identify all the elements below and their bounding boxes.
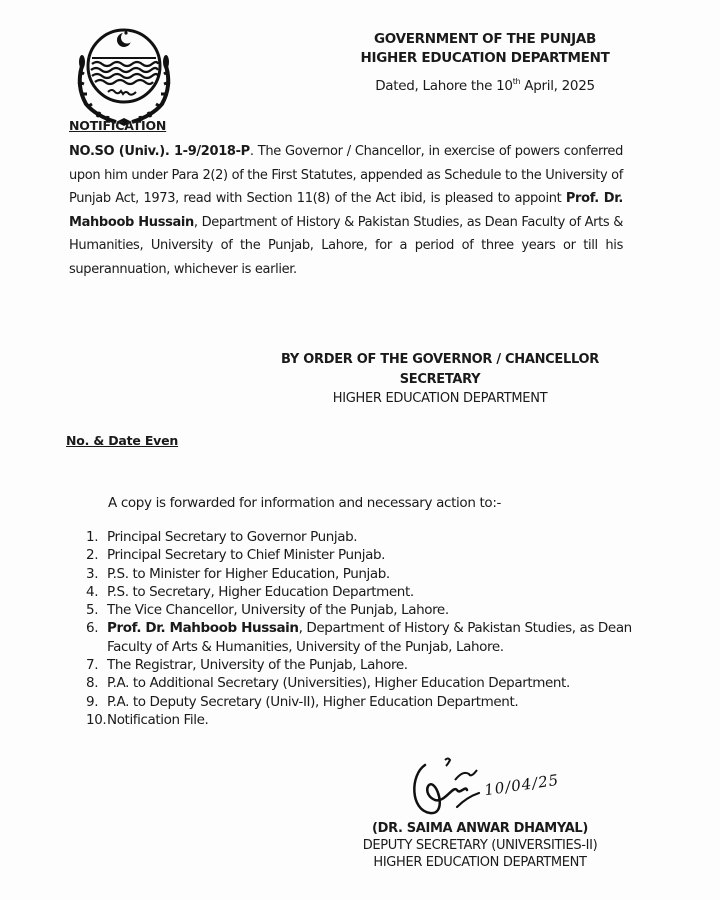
endorsement-heading: No. & Date Even	[66, 433, 179, 448]
department-title: HIGHER EDUCATION DEPARTMENT	[360, 50, 610, 66]
recipient-item	[86, 693, 666, 711]
recipient-item	[86, 656, 666, 674]
recipient-number: 6.	[86, 620, 99, 637]
signatory-name: (DR. SAIMA ANWAR DHAMYAL)	[372, 821, 588, 836]
recipient-text: P.S. to Minister for Higher Education, Punjab.	[107, 565, 390, 582]
recipient-text: The Vice Chancellor, University of the Punjab, Lahore.	[107, 602, 449, 619]
recipient-bold-name: Prof. Dr. Mahboob Hussain	[107, 620, 299, 637]
dated-line	[355, 77, 615, 94]
recipient-number: 3.	[86, 565, 99, 582]
by-order-block	[250, 350, 630, 409]
signatory-department: HIGHER EDUCATION DEPARTMENT	[373, 855, 587, 870]
signatory-block	[335, 820, 625, 871]
recipient-item	[86, 601, 666, 619]
date-prefix: Dated, Lahore the 10	[375, 78, 513, 94]
recipient-item	[86, 674, 666, 692]
signature-date: 10/04/25	[483, 770, 561, 800]
recipient-text: Notification File.	[107, 711, 209, 728]
recipient-number: 7.	[86, 657, 99, 674]
recipient-number: 9.	[86, 693, 99, 710]
government-title: GOVERNMENT OF THE PUNJAB	[374, 31, 596, 47]
body-text-part-1: . The Governor / Chancellor, in exercise of powers conferred upon him under Para 2(2) of the First Statutes, appended as Schedule to the University of Punjab Act, 1973, read with Section 11(8) of the Act ibid, is pleased to appoint	[69, 144, 623, 206]
recipient-text	[107, 619, 666, 656]
recipient-text: Principal Secretary to Chief Minister Punjab.	[107, 547, 386, 564]
recipient-number: 5.	[86, 602, 99, 619]
recipient-number: 8.	[86, 675, 99, 692]
recipient-item	[86, 619, 666, 656]
signatory-designation: DEPUTY SECRETARY (UNIVERSITIES-II)	[362, 838, 598, 853]
notification-body	[69, 140, 623, 281]
recipient-list	[86, 528, 666, 729]
by-order-line: BY ORDER OF THE GOVERNOR / CHANCELLOR	[281, 352, 599, 367]
recipient-item	[86, 565, 666, 583]
date-rest: April, 2025	[520, 78, 595, 94]
recipient-item	[86, 546, 666, 564]
appointee-name: Prof. Dr. Mahboob Hussain	[69, 191, 624, 230]
recipient-text: Principal Secretary to Governor Punjab.	[107, 529, 358, 545]
recipient-number: 1.	[86, 529, 99, 545]
recipient-item	[86, 583, 666, 601]
recipient-number: 10.	[86, 711, 107, 728]
order-department-line: HIGHER EDUCATION DEPARTMENT	[332, 391, 548, 406]
recipient-text: P.S. to Secretary, Higher Education Department.	[107, 583, 414, 600]
recipient-text: The Registrar, University of the Punjab, Lahore.	[107, 657, 408, 674]
recipient-text: P.A. to Additional Secretary (Universities), Higher Education Department.	[107, 675, 570, 692]
recipient-item	[86, 711, 666, 729]
notification-heading: NOTIFICATION	[69, 118, 167, 133]
punjab-emblem-icon	[70, 18, 178, 130]
recipient-rest: , Department of History & Pakistan Studies, as Dean Faculty of Arts & Humanities, University of the Punjab, Lahore.	[107, 620, 632, 655]
date-ordinal-suffix: th	[512, 77, 521, 86]
body-text-part-2: , Department of History & Pakistan Studies, as Dean Faculty of Arts & Humanities, University of the Punjab, Lahore, for a period of three years or till his superannuation, whichever is earlier.	[69, 214, 623, 277]
recipient-number: 4.	[86, 583, 99, 600]
letterhead	[355, 30, 615, 94]
recipient-item	[86, 528, 666, 546]
recipient-number: 2.	[86, 547, 99, 564]
forward-text: A copy is forwarded for information and necessary action to:-	[108, 495, 502, 511]
reference-number: NO.SO (Univ.). 1-9/2018-P	[69, 144, 250, 159]
recipient-text: P.A. to Deputy Secretary (Univ-II), Higher Education Department.	[107, 693, 519, 710]
secretary-line: SECRETARY	[399, 371, 481, 387]
